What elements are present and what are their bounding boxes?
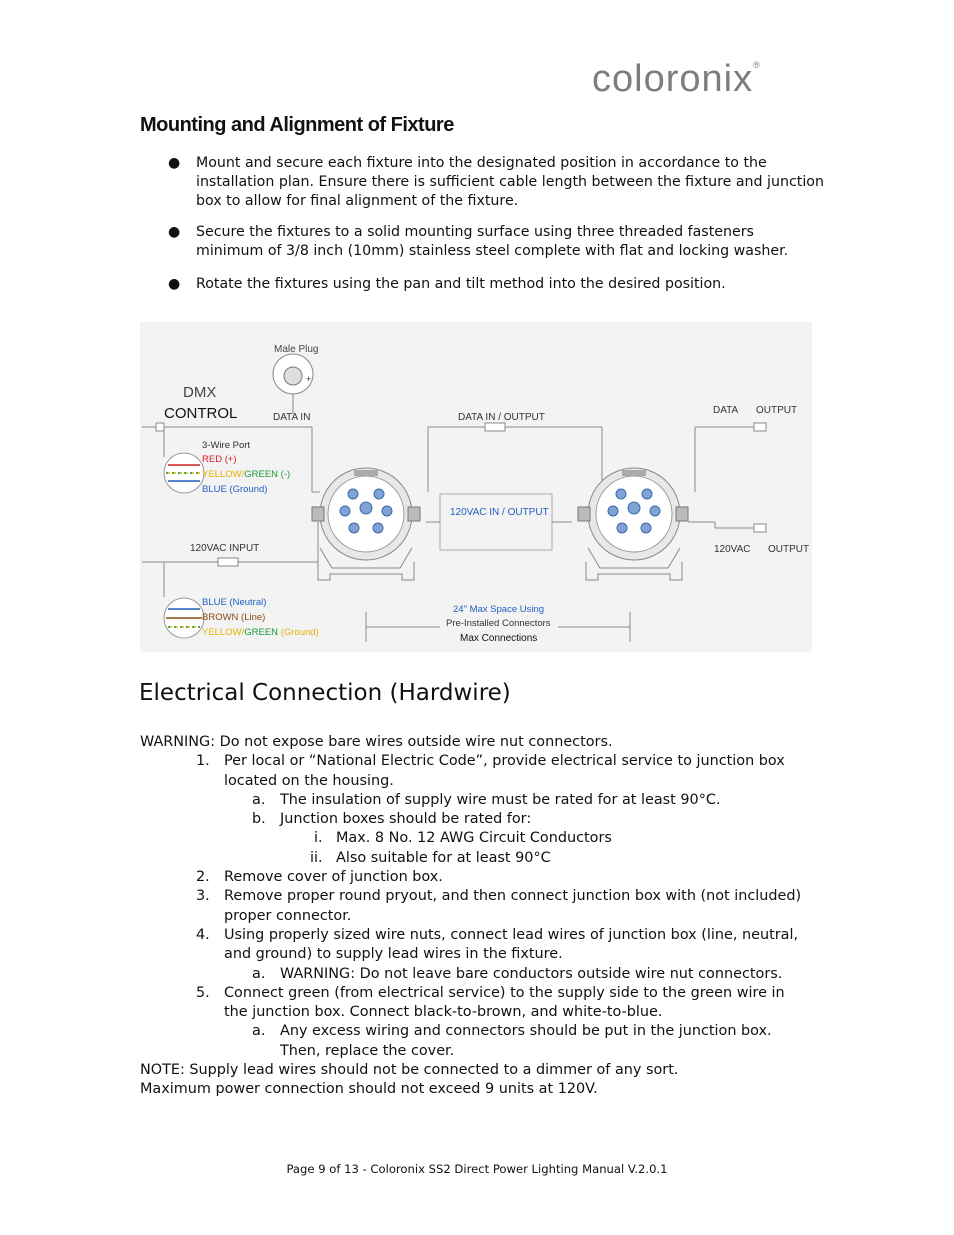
- step-1b: b. Junction boxes should be rated for:: [252, 811, 532, 828]
- yellow-wire-label: YELLOW/GREEN (-): [202, 469, 291, 480]
- connector-icon: [754, 423, 766, 431]
- step-3-line-1: 3. Remove proper round pryout, and then connect junction box with (not included): [196, 888, 802, 905]
- bullet-dot-icon: ●: [168, 224, 181, 240]
- svg-text:+: +: [306, 374, 312, 384]
- bullet-text: Secure the fixtures to a solid mounting surface using three threaded fasteners minimum of 3/8 inch (10mm) stainless steel complete with flat and locking washer.: [196, 224, 789, 259]
- three-wire-port-label: 3-Wire Port: [202, 440, 251, 451]
- bullet-item: [164, 154, 824, 211]
- mounting-bullet-list: [164, 154, 824, 306]
- step-4-line-1: 4. Using properly sized wire nuts, connect lead wires of junction box (line, neutral,: [196, 926, 799, 943]
- step-1b-i: i. Max. 8 No. 12 AWG Circuit Conductors: [314, 830, 612, 847]
- preinstalled-label: Pre-Installed Connectors: [446, 618, 551, 629]
- brown-line-label: BROWN (Line): [202, 612, 266, 623]
- bullet-text: Rotate the fixtures using the pan and tilt method into the desired position.: [196, 276, 726, 292]
- max-space-label: 24" Max Space Using: [453, 604, 545, 615]
- vac-input-label: 120VAC INPUT: [190, 543, 260, 554]
- red-wire-label: RED (+): [202, 454, 237, 465]
- step-5a-line-1: a. Any excess wiring and connectors should be put in the junction box.: [252, 1023, 772, 1040]
- fixture-2-icon: [578, 468, 688, 580]
- step-1b-ii: ii. Also suitable for at least 90°C: [310, 849, 551, 866]
- vac-in-output-label: 120VAC IN / OUTPUT: [450, 507, 549, 518]
- coloronix-logo: [592, 58, 761, 101]
- step-2: 2. Remove cover of junction box.: [196, 869, 443, 886]
- registered-mark: ®: [753, 60, 761, 70]
- electrical-instructions: [140, 733, 820, 1100]
- bullet-text: Mount and secure each fixture into the designated position in accordance to the installation plan. Ensure there is sufficient cable length between the fixture and junction box to allow for final alignment of the fixture.: [196, 155, 824, 209]
- vac-output-label: OUTPUT: [768, 544, 810, 555]
- warning-text: WARNING: Do not expose bare wires outside wire nut connectors.: [140, 734, 613, 750]
- note-max-power: Maximum power connection should not exceed 9 units at 120V.: [140, 1081, 598, 1098]
- step-4-line-2: and ground) to supply lead wires in the fixture.: [224, 946, 563, 963]
- control-label: CONTROL: [164, 405, 238, 422]
- step-5-line-1: 5. Connect green (from electrical service) to the supply side to the green wire in: [196, 984, 785, 1001]
- step-4a: a. WARNING: Do not leave bare conductors outside wire nut connectors.: [252, 965, 783, 982]
- wiring-diagram-svg: [140, 322, 812, 652]
- step-1-line-2: located on the housing.: [224, 772, 394, 789]
- data-in-label: DATA IN: [273, 412, 311, 423]
- mounting-heading: Mounting and Alignment of Fixture: [140, 114, 454, 136]
- male-plug-label: Male Plug: [274, 344, 319, 355]
- data-output-label: OUTPUT: [756, 405, 798, 416]
- step-5-line-2: the junction box. Connect black-to-brown, and white-to-blue.: [224, 1004, 663, 1021]
- bullet-item: [164, 275, 824, 294]
- wiring-diagram: [140, 322, 812, 652]
- fixture-1-icon: [312, 468, 420, 580]
- plug-socket-icon: [284, 367, 302, 385]
- step-1-line-1: 1. Per local or “National Electric Code”, provide electrical service to junction box: [196, 753, 785, 770]
- page-footer: Page 9 of 13 - Coloronix SS2 Direct Power Lighting Manual V.2.0.1: [286, 1162, 668, 1176]
- data-in-output-label: DATA IN / OUTPUT: [458, 412, 545, 423]
- bullet-dot-icon: ●: [168, 155, 181, 171]
- yellow-green-ground-label: YELLOW/GREEN (Ground): [202, 627, 319, 638]
- data-label: DATA: [713, 405, 739, 416]
- connector-icon: [156, 423, 164, 431]
- step-5a-line-2: Then, replace the cover.: [280, 1042, 455, 1059]
- vac-label: 120VAC: [714, 544, 751, 555]
- step-1a: a. The insulation of supply wire must be rated for at least 90°C.: [252, 791, 721, 808]
- dmx-label: DMX: [183, 384, 217, 401]
- note-dimmer: NOTE: Supply lead wires should not be connected to a dimmer of any sort.: [140, 1062, 679, 1079]
- connector-icon: [754, 524, 766, 532]
- electrical-heading: Electrical Connection (Hardwire): [139, 680, 511, 706]
- connector-icon: [218, 558, 238, 566]
- logo-text: coloronix: [592, 58, 754, 100]
- max-connections-label: Max Connections: [460, 633, 538, 644]
- bullet-dot-icon: ●: [168, 276, 181, 292]
- connector-icon: [485, 423, 505, 431]
- step-3-line-2: proper connector.: [224, 907, 352, 924]
- blue-ground-label: BLUE (Ground): [202, 484, 268, 495]
- blue-neutral-label: BLUE (Neutral): [202, 597, 267, 608]
- bullet-item: [164, 223, 824, 261]
